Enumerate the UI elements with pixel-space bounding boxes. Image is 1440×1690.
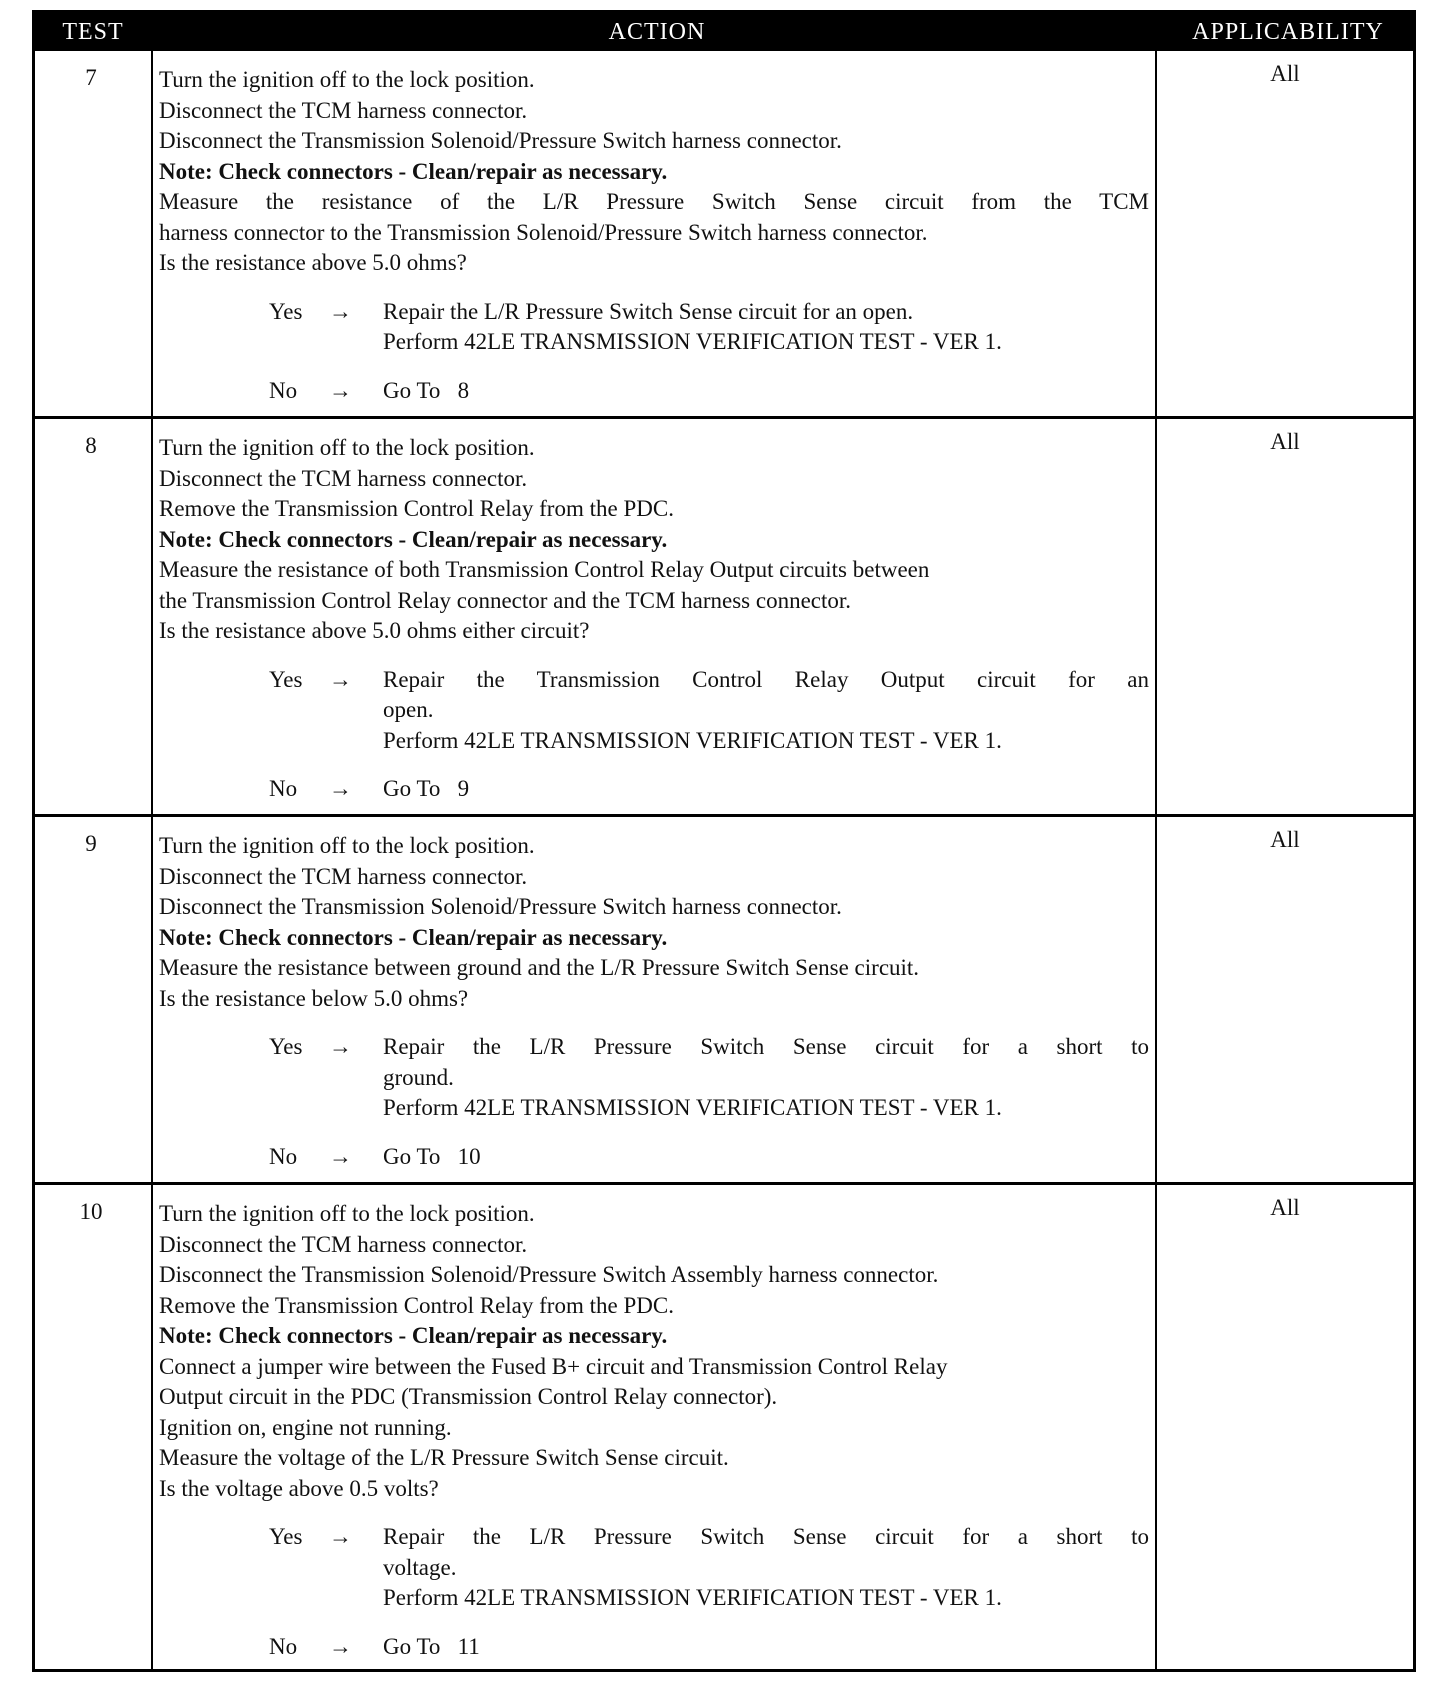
test-number: 7 bbox=[85, 65, 97, 90]
note: Note: Check connectors - Clean/repair as necessary. bbox=[159, 526, 668, 552]
goto-link[interactable]: Go To 11 bbox=[383, 1633, 480, 1659]
table-row bbox=[35, 1185, 1413, 1672]
yes-label: Yes bbox=[269, 666, 303, 692]
yes-text: open. bbox=[383, 697, 434, 722]
step: Turn the ignition off to the lock position. bbox=[159, 1201, 535, 1226]
table-header bbox=[35, 13, 1413, 51]
arrow-icon: → bbox=[329, 1143, 352, 1169]
question: Is the voltage above 0.5 volts? bbox=[159, 1475, 439, 1501]
arrow-icon: → bbox=[329, 776, 352, 801]
arrow-icon: → bbox=[329, 1034, 352, 1059]
yes-text: Repair the L/R Pressure Switch Sense circuit for an open. bbox=[383, 298, 914, 324]
note: Note: Check connectors - Clean/repair as necessary. bbox=[159, 924, 668, 950]
action-cell bbox=[159, 1199, 1149, 1662]
yes-text: Repair the Transmission Control Relay Output circuit for an bbox=[383, 666, 1149, 692]
test-number: 9 bbox=[85, 831, 97, 856]
step: Disconnect the TCM harness connector. bbox=[159, 465, 528, 491]
yes-text: Perform 42LE TRANSMISSION VERIFICATION TEST - VER 1. bbox=[383, 1095, 1002, 1120]
yes-text: voltage. bbox=[383, 1554, 457, 1580]
step: Remove the Transmission Control Relay from the PDC. bbox=[159, 496, 674, 521]
arrow-icon: → bbox=[329, 298, 352, 324]
applicability-value: All bbox=[1270, 429, 1300, 454]
step: Measure the voltage of the L/R Pressure Switch Sense circuit. bbox=[159, 1445, 729, 1470]
step: Measure the resistance of both Transmission Control Relay Output circuits between bbox=[159, 557, 930, 582]
action-cell bbox=[159, 433, 1149, 805]
step: Measure the resistance between ground and the L/R Pressure Switch Sense circuit. bbox=[159, 955, 920, 980]
arrow-icon: → bbox=[329, 666, 352, 692]
no-branch bbox=[159, 774, 1149, 805]
yes-text: Perform 42LE TRANSMISSION VERIFICATION TEST - VER 1. bbox=[383, 727, 1002, 753]
yes-text: Perform 42LE TRANSMISSION VERIFICATION TEST - VER 1. bbox=[383, 329, 1002, 354]
goto-link[interactable]: Go To 10 bbox=[383, 1143, 481, 1169]
applicability-value: All bbox=[1270, 61, 1300, 86]
step: Turn the ignition off to the lock position. bbox=[159, 67, 535, 92]
yes-branch bbox=[159, 665, 1149, 757]
arrow-icon: → bbox=[329, 377, 352, 403]
step: Ignition on, engine not running. bbox=[159, 1414, 452, 1440]
header-action: ACTION bbox=[608, 19, 706, 45]
yes-branch bbox=[159, 1032, 1149, 1124]
step: Measure the resistance of the L/R Pressure Switch Sense circuit from the TCM bbox=[159, 189, 1149, 214]
yes-label: Yes bbox=[269, 1034, 303, 1059]
step: Remove the Transmission Control Relay from the PDC. bbox=[159, 1292, 674, 1318]
table-row bbox=[35, 51, 1413, 419]
step: Disconnect the Transmission Solenoid/Pressure Switch Assembly harness connector. bbox=[159, 1262, 939, 1287]
step: Output circuit in the PDC (Transmission Control Relay connector). bbox=[159, 1384, 778, 1409]
arrow-icon: → bbox=[329, 1633, 352, 1659]
no-branch bbox=[159, 1142, 1149, 1173]
step: Disconnect the Transmission Solenoid/Pressure Switch harness connector. bbox=[159, 128, 842, 153]
question: Is the resistance below 5.0 ohms? bbox=[159, 985, 469, 1011]
goto-link[interactable]: Go To 8 bbox=[383, 377, 470, 403]
test-number: 10 bbox=[79, 1199, 103, 1224]
step: Turn the ignition off to the lock position. bbox=[159, 833, 535, 858]
step: Disconnect the TCM harness connector. bbox=[159, 97, 528, 123]
diagnostic-table bbox=[32, 10, 1416, 1672]
goto-link[interactable]: Go To 9 bbox=[383, 776, 470, 801]
no-label: No bbox=[269, 377, 298, 403]
header-applicability: APPLICABILITY bbox=[1192, 19, 1384, 45]
step: the Transmission Control Relay connector and the TCM harness connector. bbox=[159, 587, 852, 613]
note: Note: Check connectors - Clean/repair as necessary. bbox=[159, 1323, 668, 1348]
no-branch bbox=[159, 1632, 1149, 1663]
no-branch bbox=[159, 376, 1149, 407]
yes-text: ground. bbox=[383, 1064, 454, 1090]
action-cell bbox=[159, 65, 1149, 406]
arrow-icon: → bbox=[329, 1524, 352, 1549]
test-number: 8 bbox=[85, 433, 97, 458]
table-row bbox=[35, 419, 1413, 817]
question: Is the resistance above 5.0 ohms either circuit? bbox=[159, 618, 590, 643]
no-label: No bbox=[269, 1633, 298, 1659]
table-row bbox=[35, 817, 1413, 1185]
step: Turn the ignition off to the lock position. bbox=[159, 435, 535, 460]
action-cell bbox=[159, 831, 1149, 1172]
note: Note: Check connectors - Clean/repair as necessary. bbox=[159, 158, 668, 184]
step: Disconnect the Transmission Solenoid/Pressure Switch harness connector. bbox=[159, 894, 842, 919]
yes-branch bbox=[159, 1522, 1149, 1614]
step: Connect a jumper wire between the Fused B+ circuit and Transmission Control Relay bbox=[159, 1353, 948, 1379]
step: harness connector to the Transmission Solenoid/Pressure Switch harness connector. bbox=[159, 219, 928, 245]
step: Disconnect the TCM harness connector. bbox=[159, 1231, 528, 1257]
no-label: No bbox=[269, 776, 298, 801]
applicability-value: All bbox=[1270, 827, 1300, 852]
no-label: No bbox=[269, 1143, 298, 1169]
question: Is the resistance above 5.0 ohms? bbox=[159, 250, 467, 275]
yes-text: Repair the L/R Pressure Switch Sense circuit for a short to bbox=[383, 1034, 1149, 1059]
header-test: TEST bbox=[62, 19, 124, 45]
applicability-value: All bbox=[1270, 1195, 1300, 1220]
yes-text: Repair the L/R Pressure Switch Sense circuit for a short to bbox=[383, 1524, 1149, 1549]
step: Disconnect the TCM harness connector. bbox=[159, 863, 528, 889]
yes-label: Yes bbox=[269, 298, 303, 324]
yes-branch bbox=[159, 297, 1149, 358]
yes-label: Yes bbox=[269, 1524, 303, 1549]
yes-text: Perform 42LE TRANSMISSION VERIFICATION TEST - VER 1. bbox=[383, 1585, 1002, 1610]
